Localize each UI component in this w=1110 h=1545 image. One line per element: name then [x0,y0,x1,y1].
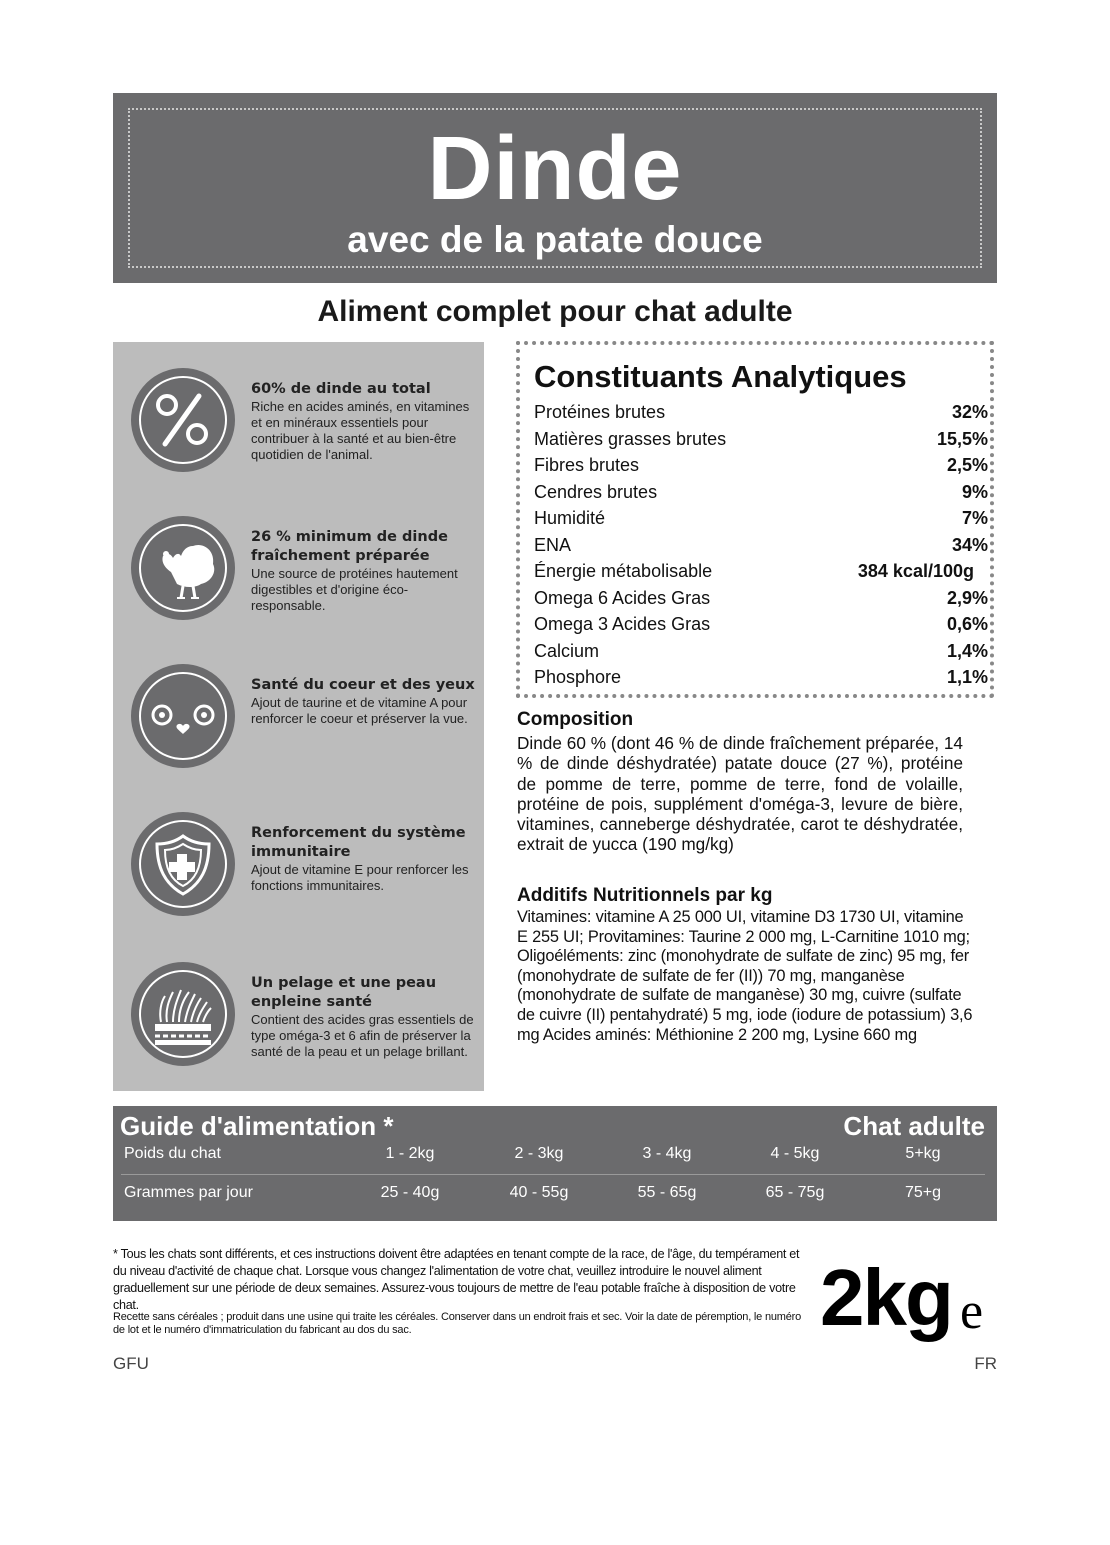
feature-body: Une source de protéines hautement digestibles et d'origine éco-responsable. [251,566,458,613]
guide-cell: 4 - 5kg [770,1145,820,1162]
feature-title: Un pelage et une peau enpleine santé [251,975,437,1010]
tagline: Aliment complet pour chat adulte [317,295,793,328]
guide-divider [121,1174,985,1175]
row-value: 34% [951,535,988,555]
guide-cell: 75+g [904,1184,942,1201]
analysis-row [534,429,988,455]
row-label: Matières grasses brutes [534,429,727,449]
cat-face-icon [131,664,235,768]
row-label: Omega 3 Acides Gras [534,614,711,634]
row-value: 1,4% [946,641,988,661]
composition-text: Dinde 60 % (dont 46 % de dinde fraîchement préparée, 14 % de dinde déshydratée) patate douce (27 %), protéine de pomme de terre, pomme de terre, fond de volaille, protéine de pois, supplément d'oméga-3, levure de bière, vitamines, canneberge déshydratée, carot te déshydratée, extrait de yucca (190 mg/kg) [517,733,963,855]
composition-title: Composition [517,709,634,730]
analysis-row [534,508,988,534]
guide-cell: 25 - 40g [380,1184,440,1201]
fur-skin-icon [131,962,235,1066]
analysis-title: Constituants Analytiques [534,359,907,394]
row-value: 1,1% [946,667,988,687]
analysis-row [534,482,988,508]
header-frame [128,108,982,268]
row-label: Protéines brutes [534,402,666,422]
row-value: 0,6% [946,614,988,634]
feeding-footnote: * Tous les chats sont différents, et ces instructions doivent être adaptées en tenant compte de la race, de l'âge, du tempérament et du niveau d'activité de chaque chat. Lorsque vous changez l'alimentation de votre chat, veuillez introduire le nouvel aliment graduellement sur une période de deux semaines. Assurez-vous toujours de mettre de l'eau potable fraîche à disposition de votre chat. [113,1247,800,1312]
product-code: GFU [113,1354,149,1373]
guide-cell: 55 - 65g [637,1184,697,1201]
additives-text: Vitamines: vitamine A 25 000 UI, vitamine D3 1730 UI, vitamine E 255 UI; Provitamines: Taurine 2 000 mg, L-Carnitine 1010 mg; Oligoéléments: zinc (monohydrate de sulfate de zinc) 95 mg, fer (monohydrate de sulfate de fer (II)) 70 mg, manganèse (monohydrate de sulfate de manganèse) 30 mg, cuivre (sulfate de cuivre (II) pentahydraté) 5 mg, iode (iodure de potassium) 3,6 mg Acides aminés: Méthionine 2 200 mg, Lysine 660 mg [517,908,973,1044]
percent-icon [131,368,235,472]
guide-target: Chat adulte [843,1111,985,1141]
analysis-row [534,561,988,587]
row-label: Humidité [534,508,606,528]
feature-title: Santé du coeur et des yeux [251,677,475,693]
row-value: 9% [961,482,988,502]
feature-body: Ajout de taurine et de vitamine A pour renforcer le coeur et préserver la vue. [251,695,468,726]
guide-cell: 5+kg [905,1145,941,1162]
analysis-row [534,402,988,428]
row-label: Énergie métabolisable [534,561,713,581]
row-value: 2,5% [946,455,988,475]
analysis-row [534,641,988,667]
net-weight: 2kg [820,1253,952,1342]
guide-cell: 1 - 2kg [385,1145,435,1162]
analytical-constituents-box [516,341,994,698]
product-subtitle: avec de la patate douce [347,219,763,260]
language-code: FR [974,1354,997,1373]
e-mark: e [960,1283,984,1340]
row-label: ENA [534,535,572,555]
turkey-icon [131,516,235,620]
row-label: Phosphore [534,667,622,687]
row-label: Calcium [534,641,600,661]
feeding-guide [113,1106,997,1221]
guide-title: Guide d'alimentation * [120,1111,394,1141]
row-value: 32% [951,402,988,422]
feature-body: Riche en acides aminés, en vitamines et en minéraux essentiels pour contribuer à la santé et au bien-être quotidien de l'animal. [251,399,470,462]
guide-row-label: Poids du chat [124,1145,221,1162]
feature-body: Ajout de vitamine E pour renforcer les fonctions immunitaires. [251,862,469,893]
guide-cell: 65 - 75g [765,1184,825,1201]
product-header [113,93,997,283]
analysis-row [534,535,988,561]
row-label: Cendres brutes [534,482,658,502]
row-label: Omega 6 Acides Gras [534,588,711,608]
guide-cell: 2 - 3kg [514,1145,564,1162]
analysis-row [534,667,988,693]
feature-body: Contient des acides gras essentiels de type oméga-3 et 6 afin de préserver la santé de la peau et un pelage brillant. [251,1012,474,1059]
feature-title: 26 % minimum de dinde fraîchement préparée [251,529,448,564]
analysis-row [534,588,988,614]
row-value: 2,9% [946,588,988,608]
storage-note: Recette sans céréales ; produit dans une usine qui traite les céréales. Conserver dans un endroit frais et sec. Voir la date de péremption, le numéro de lot et le numéro d'immatriculation du fabricant au dos du sac. [113,1311,802,1336]
additives-title: Additifs Nutritionnels par kg [517,885,773,906]
feature-title: Renforcement du système immunitaire [251,825,466,860]
features-panel [113,342,484,1091]
row-value: 384 kcal/100g [857,561,974,581]
analysis-row [534,455,988,481]
analysis-row [534,614,988,640]
guide-cell: 40 - 55g [509,1184,569,1201]
row-value: 15,5% [936,429,988,449]
guide-row-label: Grammes par jour [124,1184,253,1201]
row-label: Fibres brutes [534,455,640,475]
row-value: 7% [961,508,988,528]
product-title: Dinde [427,119,683,219]
feature-title: 60% de dinde au total [251,381,431,397]
guide-cell: 3 - 4kg [642,1145,692,1162]
shield-icon [131,812,235,916]
